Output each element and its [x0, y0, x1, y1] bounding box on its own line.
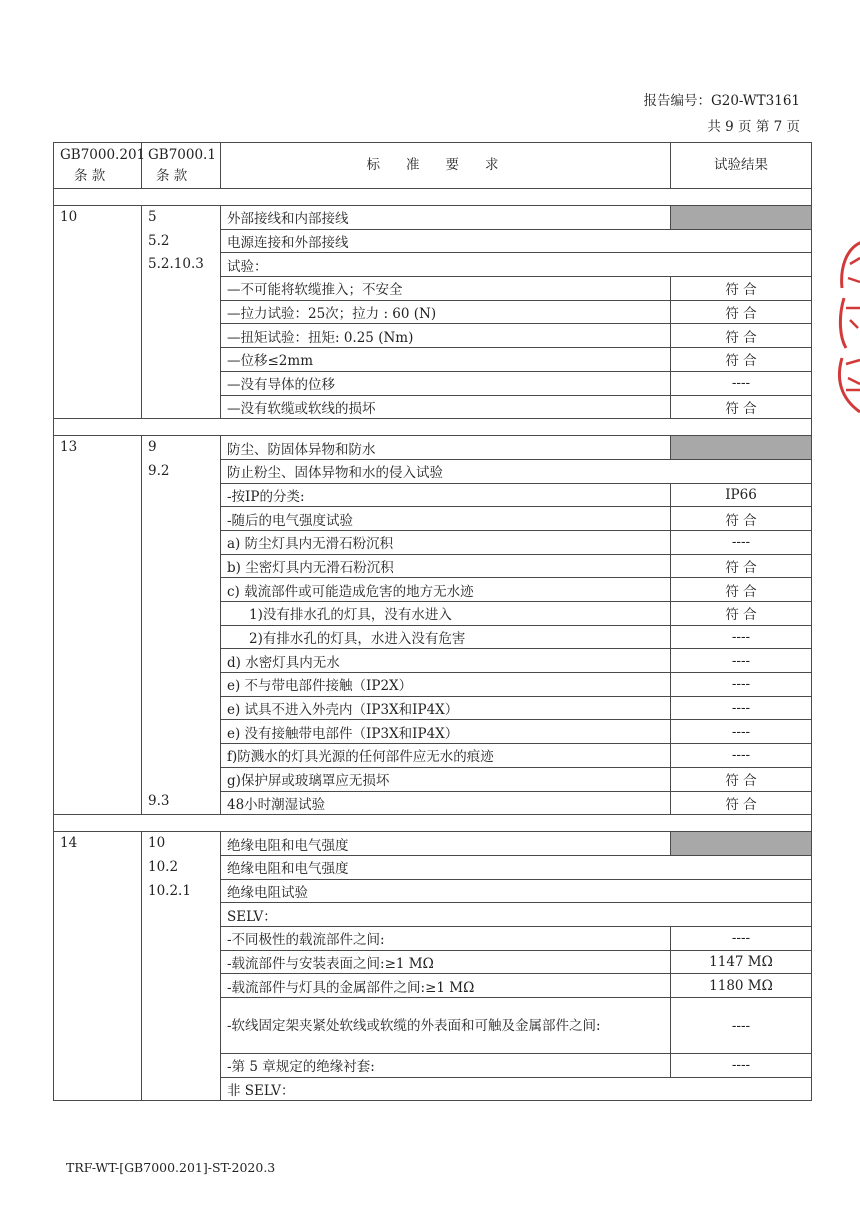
header-gb7000-201 — [54, 143, 146, 189]
test-result: 1180 MΩ — [671, 974, 812, 998]
test-result: 符 合 — [671, 554, 812, 578]
red-seal-stamp — [836, 238, 860, 416]
requirement-text: 绝缘电阻和电气强度 — [221, 855, 812, 879]
requirement-text: e) 没有接触带电部件（IP3X和IP4X） — [221, 720, 671, 744]
requirement-text: 外部接线和内部接线 — [221, 206, 671, 230]
test-result: 符 合 — [671, 602, 812, 626]
test-result: 符 合 — [671, 348, 812, 372]
header-col1-line1: GB7000.201 — [60, 146, 146, 163]
requirement-text: SELV： — [221, 903, 812, 927]
requirement-text: —拉力试验：25次；拉力 : 60 (N) — [221, 300, 671, 324]
test-result: ---- — [671, 926, 812, 950]
requirement-text: 电源连接和外部接线 — [221, 229, 812, 253]
clause-number: 10.2 — [148, 858, 179, 875]
table-row — [54, 206, 812, 230]
requirement-text: -按IP的分类: — [221, 483, 671, 507]
requirement-text: f)防溅水的灯具光源的任何部件应无水的痕迹 — [221, 744, 671, 768]
test-result: 符 合 — [671, 324, 812, 348]
separator-cell — [54, 815, 812, 832]
test-result: 符 合 — [671, 791, 812, 815]
page-info: 共 9 页 第 7 页 — [707, 119, 800, 135]
requirement-text: 2)有排水孔的灯具，水进入没有危害 — [221, 625, 671, 649]
requirement-text: 1)没有排水孔的灯具，没有水进入 — [221, 602, 671, 626]
requirement-text: 48小时潮湿试验 — [221, 791, 671, 815]
clause-number: 9.2 — [148, 462, 170, 479]
test-result: 符 合 — [671, 395, 812, 419]
requirement-text: 绝缘电阻试验 — [221, 879, 812, 903]
header-test-result: 试验结果 — [671, 143, 812, 189]
gb7000-201-clause: 13 — [54, 436, 142, 815]
requirement-text: -第 5 章规定的绝缘衬套: — [221, 1054, 671, 1078]
test-result: 符 合 — [671, 578, 812, 602]
requirement-text: e) 试具不进入外壳内（IP3X和IP4X） — [221, 696, 671, 720]
report-number: 报告编号：G20-WT3161 — [643, 93, 800, 109]
gb7000-1-clauses — [142, 832, 221, 1101]
clause-number: 10.2.1 — [148, 882, 191, 899]
test-result: ---- — [671, 371, 812, 395]
gb7000-201-clause: 10 — [54, 206, 142, 419]
gb7000-1-clauses — [142, 206, 221, 419]
section-separator-row — [54, 189, 812, 206]
header-col2-line1: GB7000.1 — [148, 146, 216, 163]
requirement-text: 试验： — [221, 253, 812, 277]
test-result: ---- — [671, 673, 812, 697]
requirement-text: -随后的电气强度试验 — [221, 507, 671, 531]
requirement-text: 绝缘电阻和电气强度 — [221, 832, 671, 856]
result-shaded-cell — [671, 832, 812, 856]
requirement-text: —没有软缆或软线的损坏 — [221, 395, 671, 419]
requirement-text: e) 不与带电部件接触（IP2X） — [221, 673, 671, 697]
clause-number: 5 — [148, 209, 157, 225]
requirement-text: g)保护屏或玻璃罩应无损坏 — [221, 767, 671, 791]
test-result: ---- — [671, 649, 812, 673]
requirement-text: 非 SELV： — [221, 1077, 812, 1101]
section-separator-row — [54, 815, 812, 832]
requirement-text: —不可能将软缆推入；不安全 — [221, 277, 671, 301]
requirement-text: —没有导体的位移 — [221, 371, 671, 395]
result-shaded-cell — [671, 436, 812, 460]
table-row — [54, 832, 812, 856]
result-shaded-cell — [671, 206, 812, 230]
gb7000-201-clause: 14 — [54, 832, 142, 1101]
test-result: 符 合 — [671, 300, 812, 324]
table-header-row — [54, 143, 812, 189]
test-result: 符 合 — [671, 507, 812, 531]
requirement-text: a) 防尘灯具内无滑石粉沉积 — [221, 530, 671, 554]
test-result: ---- — [671, 625, 812, 649]
requirement-text: d) 水密灯具内无水 — [221, 649, 671, 673]
header-col2-line2: 条 款 — [156, 167, 188, 184]
clause-number: 9.3 — [148, 793, 170, 810]
requirement-text: 防尘、防固体异物和防水 — [221, 436, 671, 460]
test-result: 符 合 — [671, 277, 812, 301]
gb7000-1-clauses — [142, 436, 221, 815]
test-result: ---- — [671, 696, 812, 720]
test-result: IP66 — [671, 483, 812, 507]
requirement-text: -载流部件与灯具的金属部件之间:≥1 MΩ — [221, 974, 671, 998]
test-result: ---- — [671, 998, 812, 1054]
header-standard-requirement: 标准要求 — [221, 143, 671, 189]
test-result: ---- — [671, 744, 812, 768]
requirement-text: —位移≤2mm — [221, 348, 671, 372]
header-gb7000-1 — [142, 143, 221, 189]
requirement-text: -软线固定架夹紧处软线或软缆的外表面和可触及金属部件之间: — [221, 998, 671, 1054]
section-separator-row — [54, 419, 812, 436]
requirement-text: c) 载流部件或可能造成危害的地方无水迹 — [221, 578, 671, 602]
test-result: ---- — [671, 720, 812, 744]
test-result: ---- — [671, 530, 812, 554]
test-report-table — [53, 142, 812, 1101]
requirement-text: b) 尘密灯具内无滑石粉沉积 — [221, 554, 671, 578]
header-col1-line2: 条 款 — [74, 167, 106, 184]
table-body — [54, 189, 812, 1101]
page-header — [643, 88, 800, 140]
separator-cell — [54, 189, 812, 206]
clause-number: 9 — [148, 439, 157, 456]
separator-cell — [54, 419, 812, 436]
clause-number: 5.2 — [148, 232, 170, 249]
requirement-text: —扭矩试验：扭矩: 0.25 (Nm) — [221, 324, 671, 348]
requirement-text: -不同极性的载流部件之间: — [221, 926, 671, 950]
requirement-text: -载流部件与安装表面之间:≥1 MΩ — [221, 950, 671, 974]
test-result: ---- — [671, 1054, 812, 1078]
test-result: 1147 MΩ — [671, 950, 812, 974]
table-row — [54, 436, 812, 460]
document-footer-code: TRF-WT-[GB7000.201]-ST-2020.3 — [66, 1160, 276, 1175]
clause-number: 10 — [148, 835, 166, 852]
requirement-text: 防止粉尘、固体异物和水的侵入试验 — [221, 459, 812, 483]
clause-number: 5.2.10.3 — [148, 256, 204, 273]
test-result: 符 合 — [671, 767, 812, 791]
